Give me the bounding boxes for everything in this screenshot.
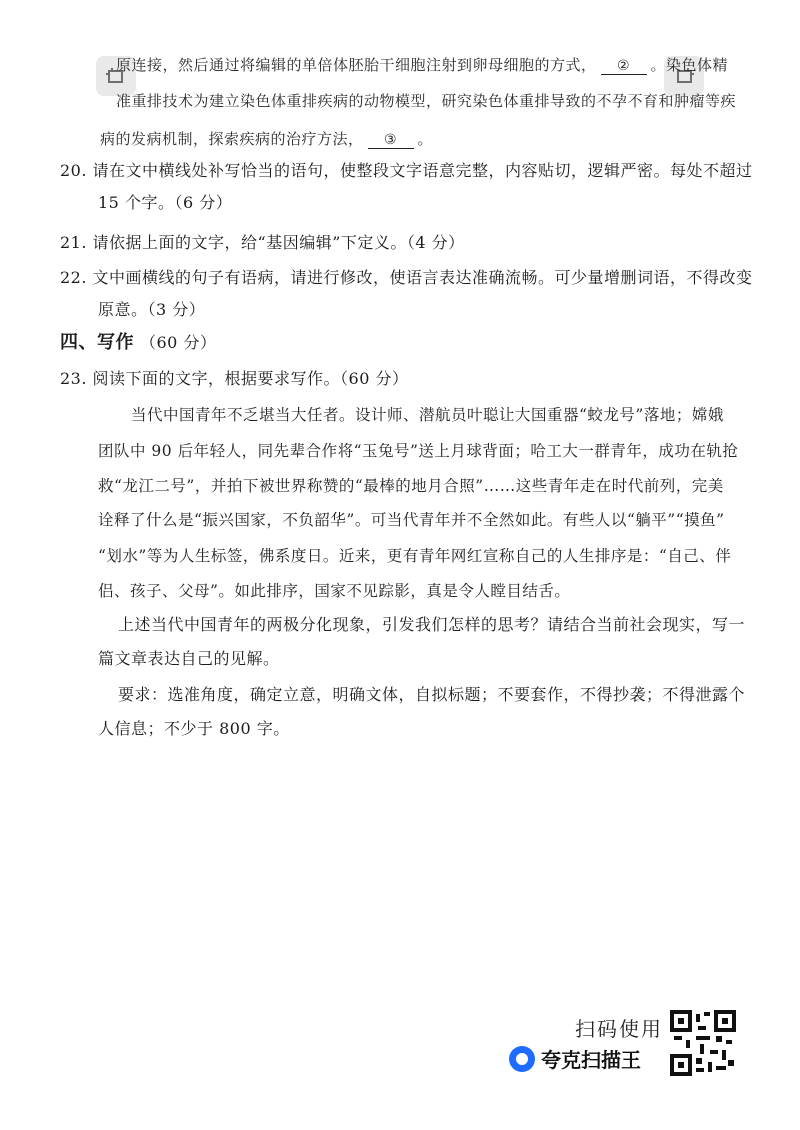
question-23: 23. 阅读下面的文字，根据要求写作。（60 分）: [60, 369, 409, 388]
brand-watermark: [509, 1044, 641, 1073]
passage-line-2: 准重排技术为建立染色体重排疾病的动物模型，研究染色体重排导致的不孕不育和肿瘤等疾: [116, 92, 737, 110]
question-20-cont: 15 个字。（6 分）: [98, 193, 233, 212]
question-20: 20. 请在文中横线处补写恰当的语句，使整段文字语意完整，内容贴切，逻辑严密。每处不超过: [60, 161, 753, 180]
qr-code-icon[interactable]: [670, 1010, 736, 1076]
passage-line-3: 病的发病机制，探索疾病的治疗方法， ③ 。: [100, 130, 434, 148]
prompt-line-2: 篇文章表达自己的见解。: [98, 649, 280, 668]
blank-2: ②: [601, 58, 647, 75]
requirements-line-2: 人信息；不少于 800 字。: [98, 719, 290, 738]
material-line-3: 救“龙江二号”，并拍下被世界称赞的“最棒的地月合照”……这些青年走在时代前列，完美: [98, 477, 724, 495]
requirements-line-1: 要求：选准角度，确定立意，明确文体，自拟标题；不要套作，不得抄袭；不得泄露个: [118, 685, 746, 704]
quark-logo-icon: [509, 1046, 535, 1072]
section-title: 四、写作 （60 分）: [60, 332, 217, 353]
question-22-cont: 原意。（3 分）: [98, 300, 206, 319]
brand-name: 夸克扫描王: [541, 1048, 641, 1072]
blank-3: ③: [368, 132, 414, 149]
material-line-6: 侣、孩子、父母”。如此排序，国家不见踪影，真是令人瞠目结舌。: [98, 582, 571, 600]
prompt-line-1: 上述当代中国青年的两极分化现象，引发我们怎样的思考？请结合当前社会现实，写一: [118, 615, 746, 634]
material-line-1: 当代中国青年不乏堪当大任者。设计师、潜航员叶聪让大国重器“蛟龙号”落地；嫦娥: [131, 406, 724, 424]
question-22: 22. 文中画横线的句子有语病，请进行修改，使语言表达准确流畅。可少量增删词语，不得改变: [60, 268, 753, 287]
scan-label: 扫码使用: [575, 1017, 663, 1041]
question-21: 21. 请依据上面的文字，给“基因编辑”下定义。（4 分）: [60, 233, 465, 252]
material-line-4: 诠释了什么是“振兴国家，不负韶华”。可当代青年并不全然如此。有些人以“躺平”“摸鱼”: [98, 511, 725, 529]
passage-line-1: 原连接，然后通过将编辑的单倍体胚胎干细胞注射到卵母细胞的方式， ② 。染色体精: [116, 56, 729, 74]
material-line-2: 团队中 90 后年轻人，同先辈合作将“玉兔号”送上月球背面；哈工大一群青年，成功在轨抢: [98, 442, 739, 460]
material-line-5: “划水”等为人生标签，佛系度日。近来，更有青年网红宣称自己的人生排序是：“自己、伴: [98, 547, 732, 565]
